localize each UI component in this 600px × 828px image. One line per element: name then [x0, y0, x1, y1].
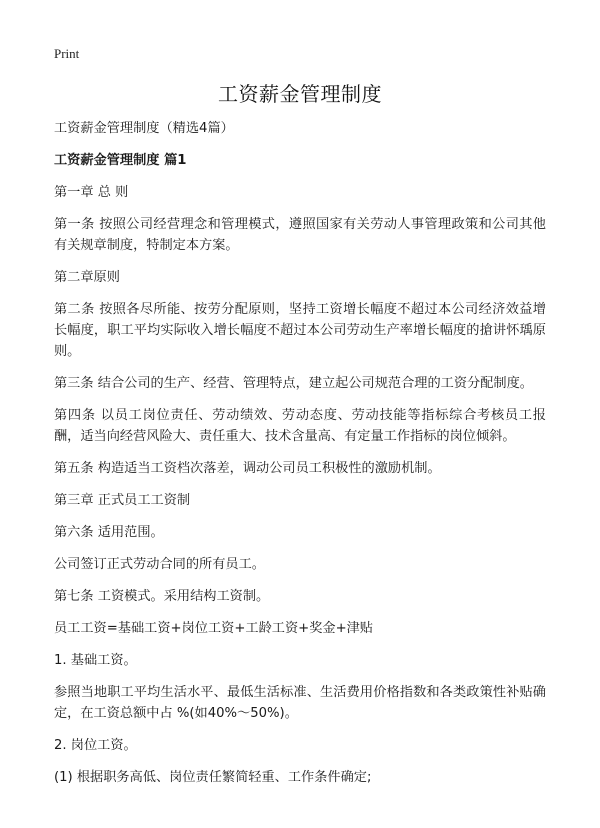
item-1-detail: 参照当地职工平均生活水平、最低生活标准、生活费用价格指数和各类政策性补贴确定，在工资总额中占 %(如40%～50%)。	[54, 685, 546, 721]
chapter-3-heading: 第三章 正式员工工资制	[54, 493, 191, 508]
item-2-heading: 2. 岗位工资。	[54, 738, 137, 753]
item-2-sub-1: (1) 根据职务高低、岗位责任繁简轻重、工作条件确定;	[54, 770, 372, 785]
chapter-1-heading: 第一章 总 则	[54, 185, 129, 200]
article-7: 第七条 工资模式。采用结构工资制。	[54, 589, 270, 604]
article-2: 第二条 按照各尽所能、按劳分配原则，坚持工资增长幅度不超过本公司经济效益增长幅度，职工平均实际收入增长幅度不超过本公司劳动生产率增长幅度的搶讲怀瑀原则。	[54, 302, 546, 359]
document-subtitle: 工资薪金管理制度（精选4篇）	[54, 121, 234, 136]
article-5: 第五条 构造适当工资档次落差，调动公司员工积极性的激励机制。	[54, 461, 441, 476]
article-6: 第六条 适用范围。	[54, 525, 164, 540]
document-body	[54, 118, 546, 799]
print-link[interactable]: Print	[54, 46, 80, 61]
article-4: 第四条 以员工岗位责任、劳动绩效、劳动态度、劳动技能等指标综合考核员工报酬，适当向经营风险大、责任重大、技术含量高、有定量工作指标的岗位倾斜。	[54, 408, 546, 444]
section-heading: 工资薪金管理制度 篇1	[54, 153, 187, 168]
chapter-2-heading: 第二章原则	[54, 270, 120, 285]
salary-formula: 员工工资=基础工资+岗位工资+工龄工资+奖金+津贴	[54, 621, 373, 636]
article-6-detail: 公司签订正式劳动合同的所有员工。	[54, 557, 265, 572]
item-1-heading: 1. 基础工资。	[54, 653, 137, 668]
page-title: 工资薪金管理制度	[218, 82, 382, 106]
article-3: 第三条 结合公司的生产、经营、管理特点，建立起公司规范合理的工资分配制度。	[54, 376, 533, 391]
article-1: 第一条 按照公司经营理念和管理模式，遵照国家有关劳动人事管理政策和公司其他有关规章制度，特制定本方案。	[54, 217, 546, 253]
